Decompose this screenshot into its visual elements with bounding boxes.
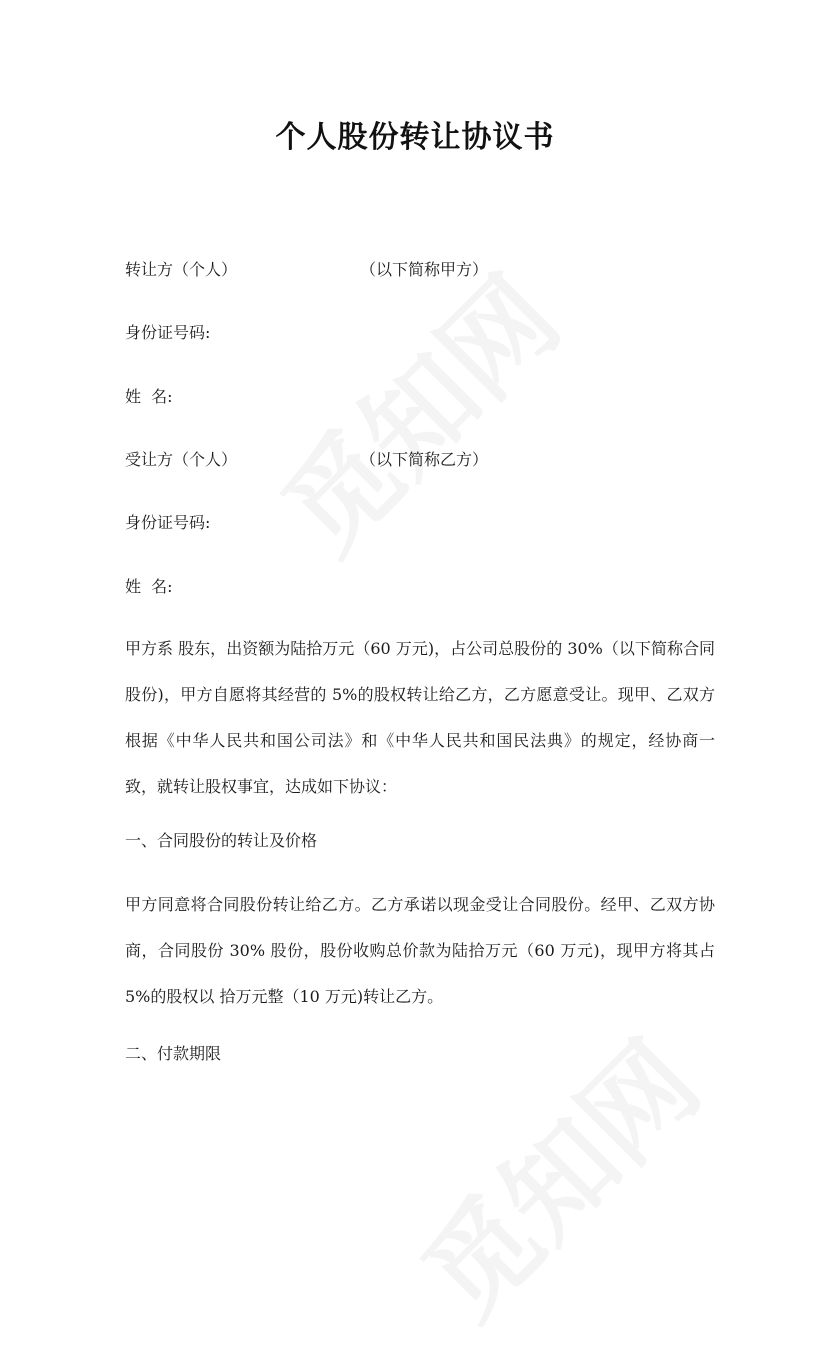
transferee-id-label: 身份证号码: — [125, 513, 211, 532]
watermark — [382, 1001, 727, 1346]
intro-paragraph: 甲方系 股东，出资额为陆拾万元（60 万元)，占公司总股份的 30%（以下简称合同股份)，甲方自愿将其经营的 5%的股权转让给乙方，乙方愿意受让。现甲、乙双方根据《中华人民共和国公司法》和《中华人民共和国民法典》的规定，经协商一致，就转让股权事宜，达成如下协议： — [125, 639, 715, 796]
transferor-name-label: 姓 名: — [125, 387, 173, 406]
section2-heading: 二、付款期限 — [125, 1044, 222, 1063]
section1-paragraph: 甲方同意将合同股份转让给乙方。乙方承诺以现金受让合同股份。经甲、乙双方协商，合同股份 30% 股份，股份收购总价款为陆拾万元（60 万元)，现甲方将其占 5%的股权以 拾万元整（10 万元)转让乙方。 — [125, 895, 715, 1006]
section1-heading: 一、合同股份的转让及价格 — [125, 831, 318, 850]
transferee-note: （以下简称乙方） — [360, 450, 489, 469]
watermark — [242, 236, 587, 581]
transferor-note: （以下简称甲方） — [360, 260, 489, 279]
transferee-name-label: 姓 名: — [125, 577, 173, 596]
transferor-id-label: 身份证号码: — [125, 323, 211, 342]
document-title: 个人股份转让协议书 — [275, 120, 555, 155]
transferor-label: 转让方（个人） — [125, 260, 238, 279]
transferee-label: 受让方（个人） — [125, 450, 238, 469]
